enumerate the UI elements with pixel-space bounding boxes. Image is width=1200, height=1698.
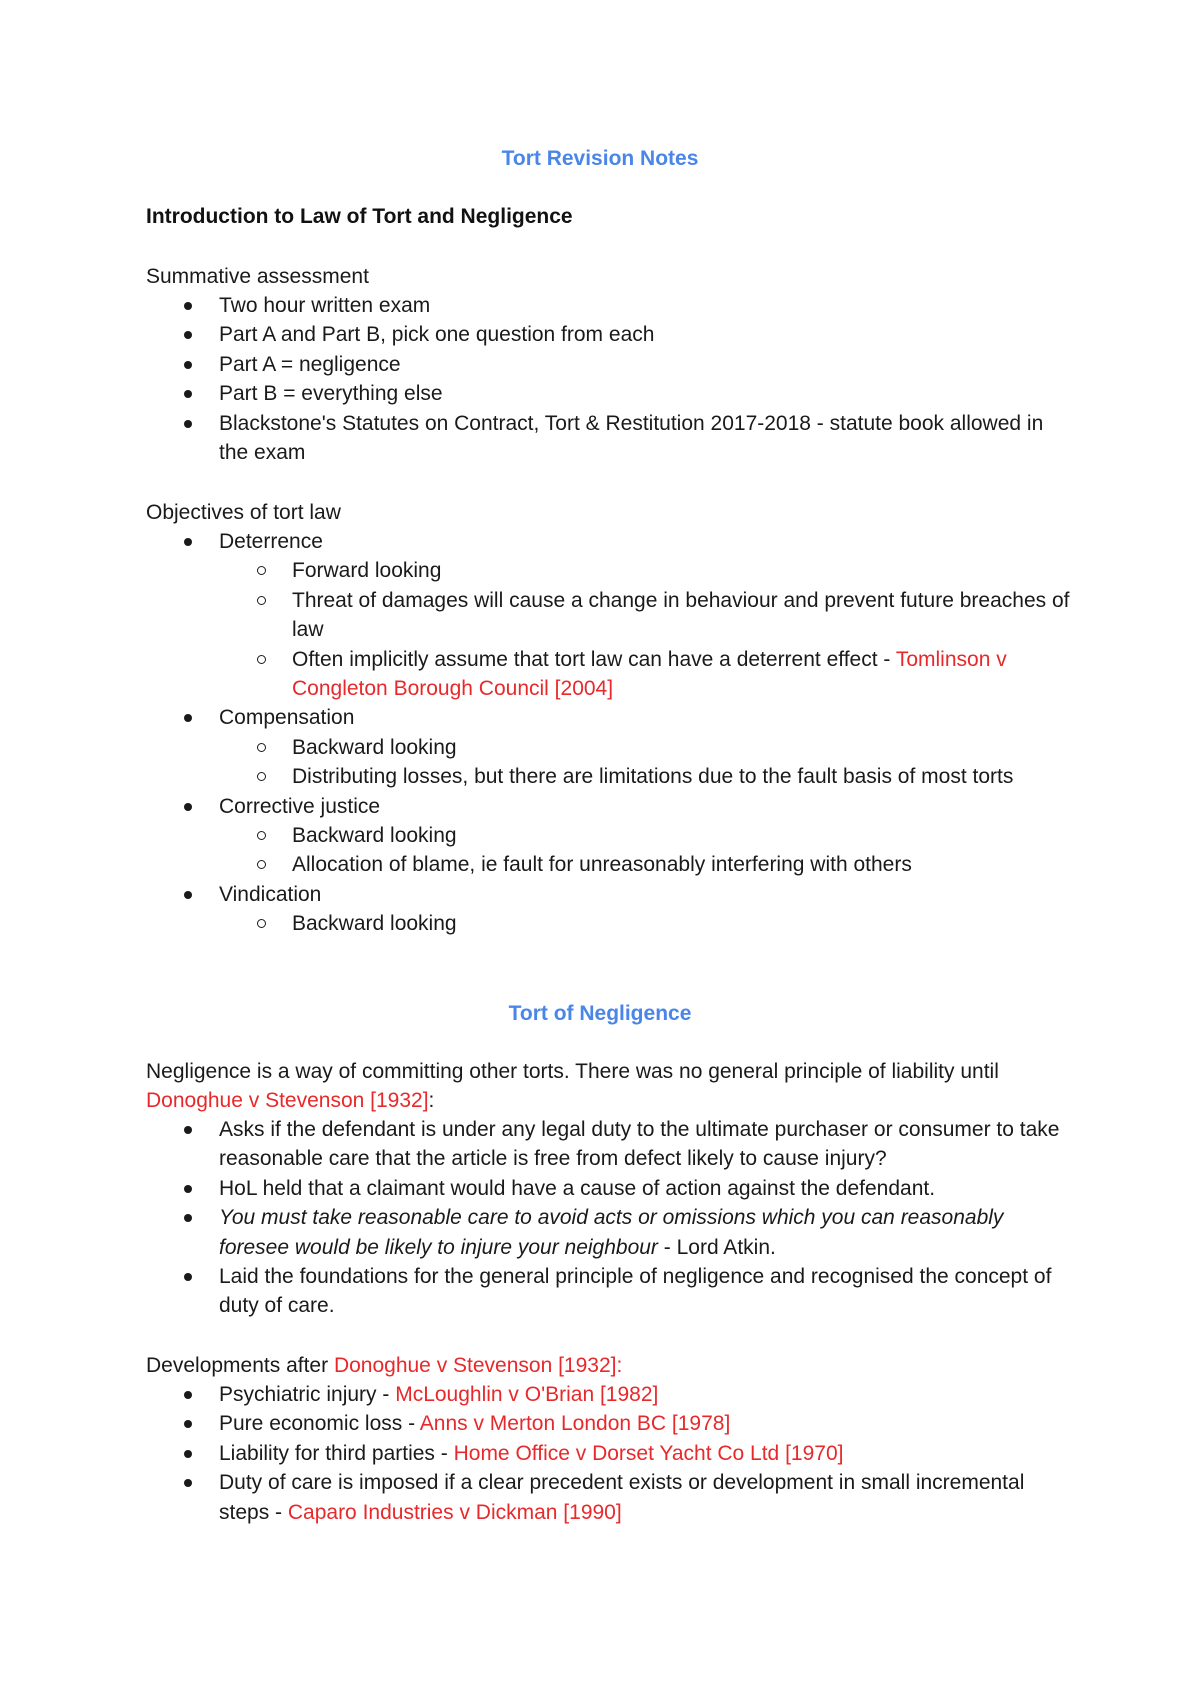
negligence-intro: Negligence is a way of committing other torts. There was no general principle of liability until Donoghue v Stevenson [1932]: xyxy=(146,1060,999,1113)
negligence-heading: Tort of Negligence xyxy=(508,1002,692,1025)
objectives-list xyxy=(146,527,1076,939)
list-item: Part B = everything else xyxy=(146,379,1076,408)
sub-list-item: Often implicitly assume that tort law can have a deterrent effect - Tomlinson v Congleton Borough Council [2004] xyxy=(146,645,1076,704)
list-item-corrective-justice: Corrective justice xyxy=(146,792,1076,821)
list-item-compensation: Compensation xyxy=(146,703,1076,732)
list-item: Part A = negligence xyxy=(146,350,1076,379)
sub-list-item: Backward looking xyxy=(146,909,1076,938)
list-item: Liability for third parties - Home Office v Dorset Yacht Co Ltd [1970] xyxy=(146,1439,1076,1468)
case-citation: Home Office v Dorset Yacht Co Ltd [1970] xyxy=(453,1441,844,1465)
sub-list-item: Distributing losses, but there are limitations due to the fault basis of most torts xyxy=(146,762,1076,791)
case-citation: Caparo Industries v Dickman [1990] xyxy=(287,1500,622,1524)
list-item-deterrence: Deterrence xyxy=(146,527,1076,556)
summative-list xyxy=(146,291,1076,467)
intro-heading: Introduction to Law of Tort and Negligence xyxy=(146,205,573,228)
case-citation: Donoghue v Stevenson [1932] xyxy=(146,1089,429,1113)
list-item: Laid the foundations for the general principle of negligence and recognised the concept of duty of care. xyxy=(146,1262,1076,1321)
sub-list-item: Backward looking xyxy=(146,733,1076,762)
summative-label: Summative assessment xyxy=(146,265,369,288)
list-item: Pure economic loss - Anns v Merton London BC [1978] xyxy=(146,1409,1076,1438)
case-citation: Tomlinson v Congleton Borough Council [2004] xyxy=(292,647,1007,701)
list-item: Part A and Part B, pick one question from each xyxy=(146,320,1076,349)
sub-list-item: Backward looking xyxy=(146,821,1076,850)
list-item: Blackstone's Statutes on Contract, Tort & Restitution 2017-2018 - statute book allowed in the exam xyxy=(146,409,1076,468)
list-item: You must take reasonable care to avoid acts or omissions which you can reasonably foresee would be likely to injure your neighbour - Lord Atkin. xyxy=(146,1203,1076,1262)
list-item: Psychiatric injury - McLoughlin v O'Brian [1982] xyxy=(146,1380,1076,1409)
list-item: HoL held that a claimant would have a cause of action against the defendant. xyxy=(146,1174,1076,1203)
case-citation: Donoghue v Stevenson [1932]: xyxy=(333,1354,623,1377)
case-citation: McLoughlin v O'Brian [1982] xyxy=(395,1383,659,1406)
case-citation: Anns v Merton London BC [1978] xyxy=(419,1412,731,1436)
objectives-label: Objectives of tort law xyxy=(146,501,341,524)
list-item: Two hour written exam xyxy=(146,291,1076,320)
list-item-vindication: Vindication xyxy=(146,880,1076,909)
negligence-list xyxy=(146,1115,1076,1321)
list-item: Asks if the defendant is under any legal duty to the ultimate purchaser or consumer to take reasonable care that the article is free from defect likely to cause injury? xyxy=(146,1115,1076,1174)
sub-list-item: Forward looking xyxy=(146,556,1076,585)
sub-list-item: Allocation of blame, ie fault for unreasonably interfering with others xyxy=(146,850,1076,879)
lord-atkin-quote: You must take reasonable care to avoid acts or omissions which you can reasonably foresee would be likely to injure your neighbour xyxy=(219,1206,1004,1259)
developments-list xyxy=(146,1380,1076,1527)
sub-list-item: Threat of damages will cause a change in behaviour and prevent future breaches of law xyxy=(146,586,1076,645)
developments-label: Developments after Donoghue v Stevenson [1932]: xyxy=(146,1354,623,1377)
page-title: Tort Revision Notes xyxy=(501,147,699,170)
list-item: Duty of care is imposed if a clear precedent exists or development in small incremental steps - Caparo Industries v Dickman [1990] xyxy=(146,1468,1076,1527)
